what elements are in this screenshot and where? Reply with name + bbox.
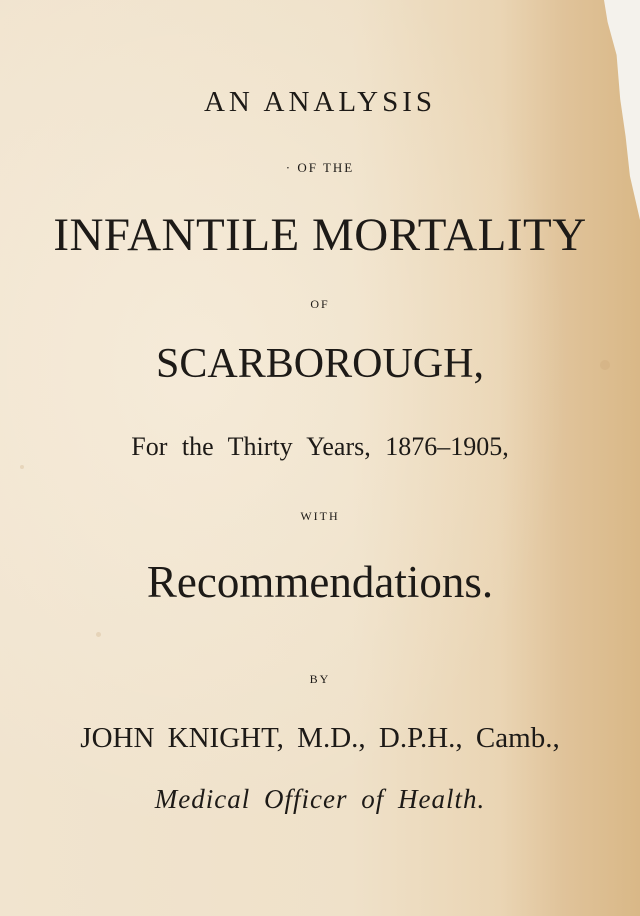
heading-recommendations: Recommendations. [146,557,494,607]
heading-with: WITH [300,509,340,523]
author-name: JOHN KNIGHT, M.D., D.P.H., Camb., [80,722,560,754]
heading-of-the: · OF THE [285,160,355,175]
heading-subject: INFANTILE MORTALITY [53,209,587,261]
heading-period: For the Thirty Years, 1876–1905, [131,432,509,461]
paper-stain [96,632,101,637]
heading-of: OF [310,297,330,311]
heading-an-analysis: AN ANALYSIS [203,86,437,118]
author-office: Medical Officer of Health. [154,784,486,814]
heading-town: SCARBOROUGH, [156,341,484,387]
heading-by: BY [309,672,331,686]
paper-stain [20,465,24,469]
